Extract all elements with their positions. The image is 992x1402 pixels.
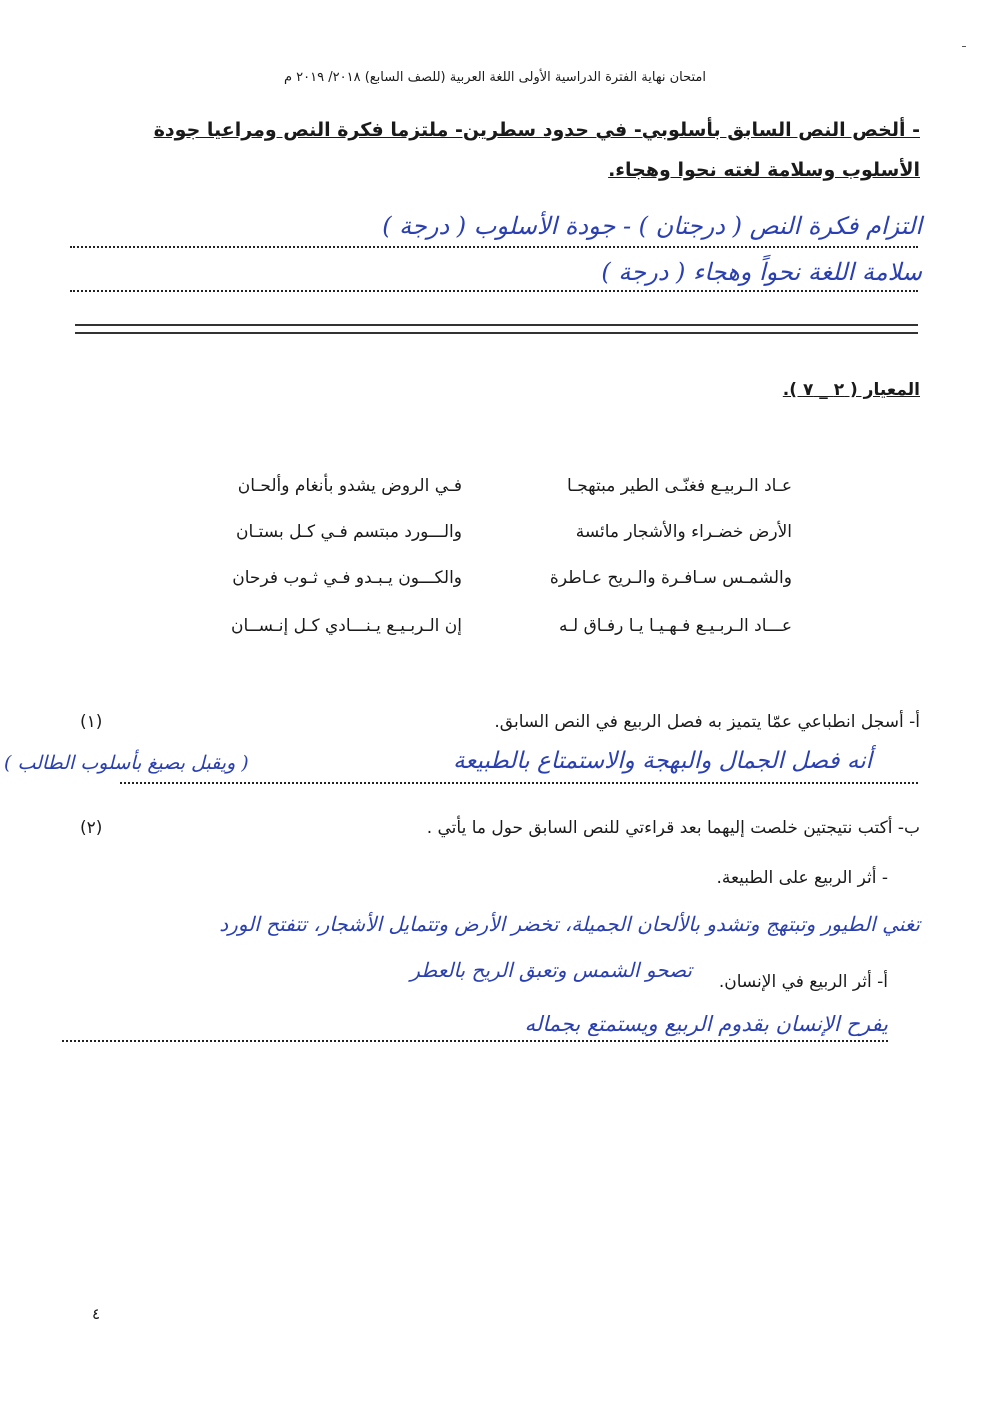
answer-line bbox=[120, 782, 918, 784]
handwritten-answer: سلامة اللغة نحواً وهجاء ( درجة ) bbox=[601, 258, 922, 286]
double-separator bbox=[75, 324, 918, 334]
handwritten-answer: تصحو الشمس وتعبق الريح بالعطر bbox=[410, 958, 692, 982]
handwritten-answer: يفرح الإنسان بقدوم الربيع ويستمتع بجماله bbox=[524, 1012, 888, 1036]
verse-first-hemistich: والشمـس سـافـرة والـريح عـاطرة bbox=[549, 568, 792, 588]
verse-second-hemistich: فـي الروض يشدو بأنغام وألحـان bbox=[237, 476, 462, 496]
verse-first-hemistich: الأرض خضـراء والأشجار مائسة bbox=[575, 522, 792, 542]
verse-second-hemistich: إن الـربـيـع يـنـــادي كـل إنـســان bbox=[231, 616, 462, 636]
question-a-mark: (١) bbox=[80, 712, 103, 732]
summary-instruction: - ألخص النص السابق بأسلوبي- في حدود سطرين- ملتزما فكرة النص ومراعيا جودة الأسلوب وسلامة لغته نحوا وهجاء. bbox=[153, 119, 920, 181]
question-b: ب- أكتب نتيجتين خلصت إليهما بعد قراءتي للنص السابق حول ما يأتي . bbox=[426, 818, 920, 838]
answer-line bbox=[70, 290, 918, 292]
handwritten-answer: التزام فكرة النص ( درجتان ) - جودة الأسلوب ( درجة ) bbox=[382, 212, 922, 240]
answer-line bbox=[70, 246, 918, 248]
sub-question-human: أ- أثر الربيع في الإنسان. bbox=[718, 972, 888, 992]
verse-first-hemistich: عـــاد الـربـيـع فـهـيـا يـا رفـاق لـه bbox=[558, 616, 792, 636]
handwritten-answer: أنه فصل الجمال والبهجة والاستمتاع بالطبيعة bbox=[453, 748, 872, 774]
question-a: أ- أسجل انطباعي عمّا يتميز به فصل الربيع في النص السابق. bbox=[494, 712, 920, 732]
sub-question-nature: - أثر الربيع على الطبيعة. bbox=[716, 868, 888, 888]
exam-title: امتحان نهاية الفترة الدراسية الأولى اللغة العربية (للصف السابع) ٢٠١٨/ ٢٠١٩ م bbox=[283, 70, 706, 85]
verse-second-hemistich: والـــورد مبتسم فـي كـل بستـان bbox=[236, 522, 462, 542]
answer-line bbox=[62, 1040, 888, 1042]
criterion-label: المعيار ( ٢ _ ٧ ). bbox=[782, 380, 920, 400]
handwritten-note: ( ويقبل بصيغ بأسلوب الطالب ) bbox=[4, 752, 249, 774]
page-number: ٤ bbox=[92, 1305, 101, 1323]
verse-first-hemistich: عـاد الـربيـع فغنّـى الطير مبتهجـا bbox=[567, 476, 792, 496]
verse-second-hemistich: والكـــون يـبـدو فـي ثـوب فرحان bbox=[232, 568, 462, 588]
question-b-mark: (٢) bbox=[80, 818, 103, 838]
handwritten-answer: تغني الطيور وتبتهج وتشدو بالألحان الجميلة، تخضر الأرض وتتمايل الأشجار، تتفتح الورد bbox=[219, 912, 920, 936]
scan-mark bbox=[962, 46, 966, 47]
